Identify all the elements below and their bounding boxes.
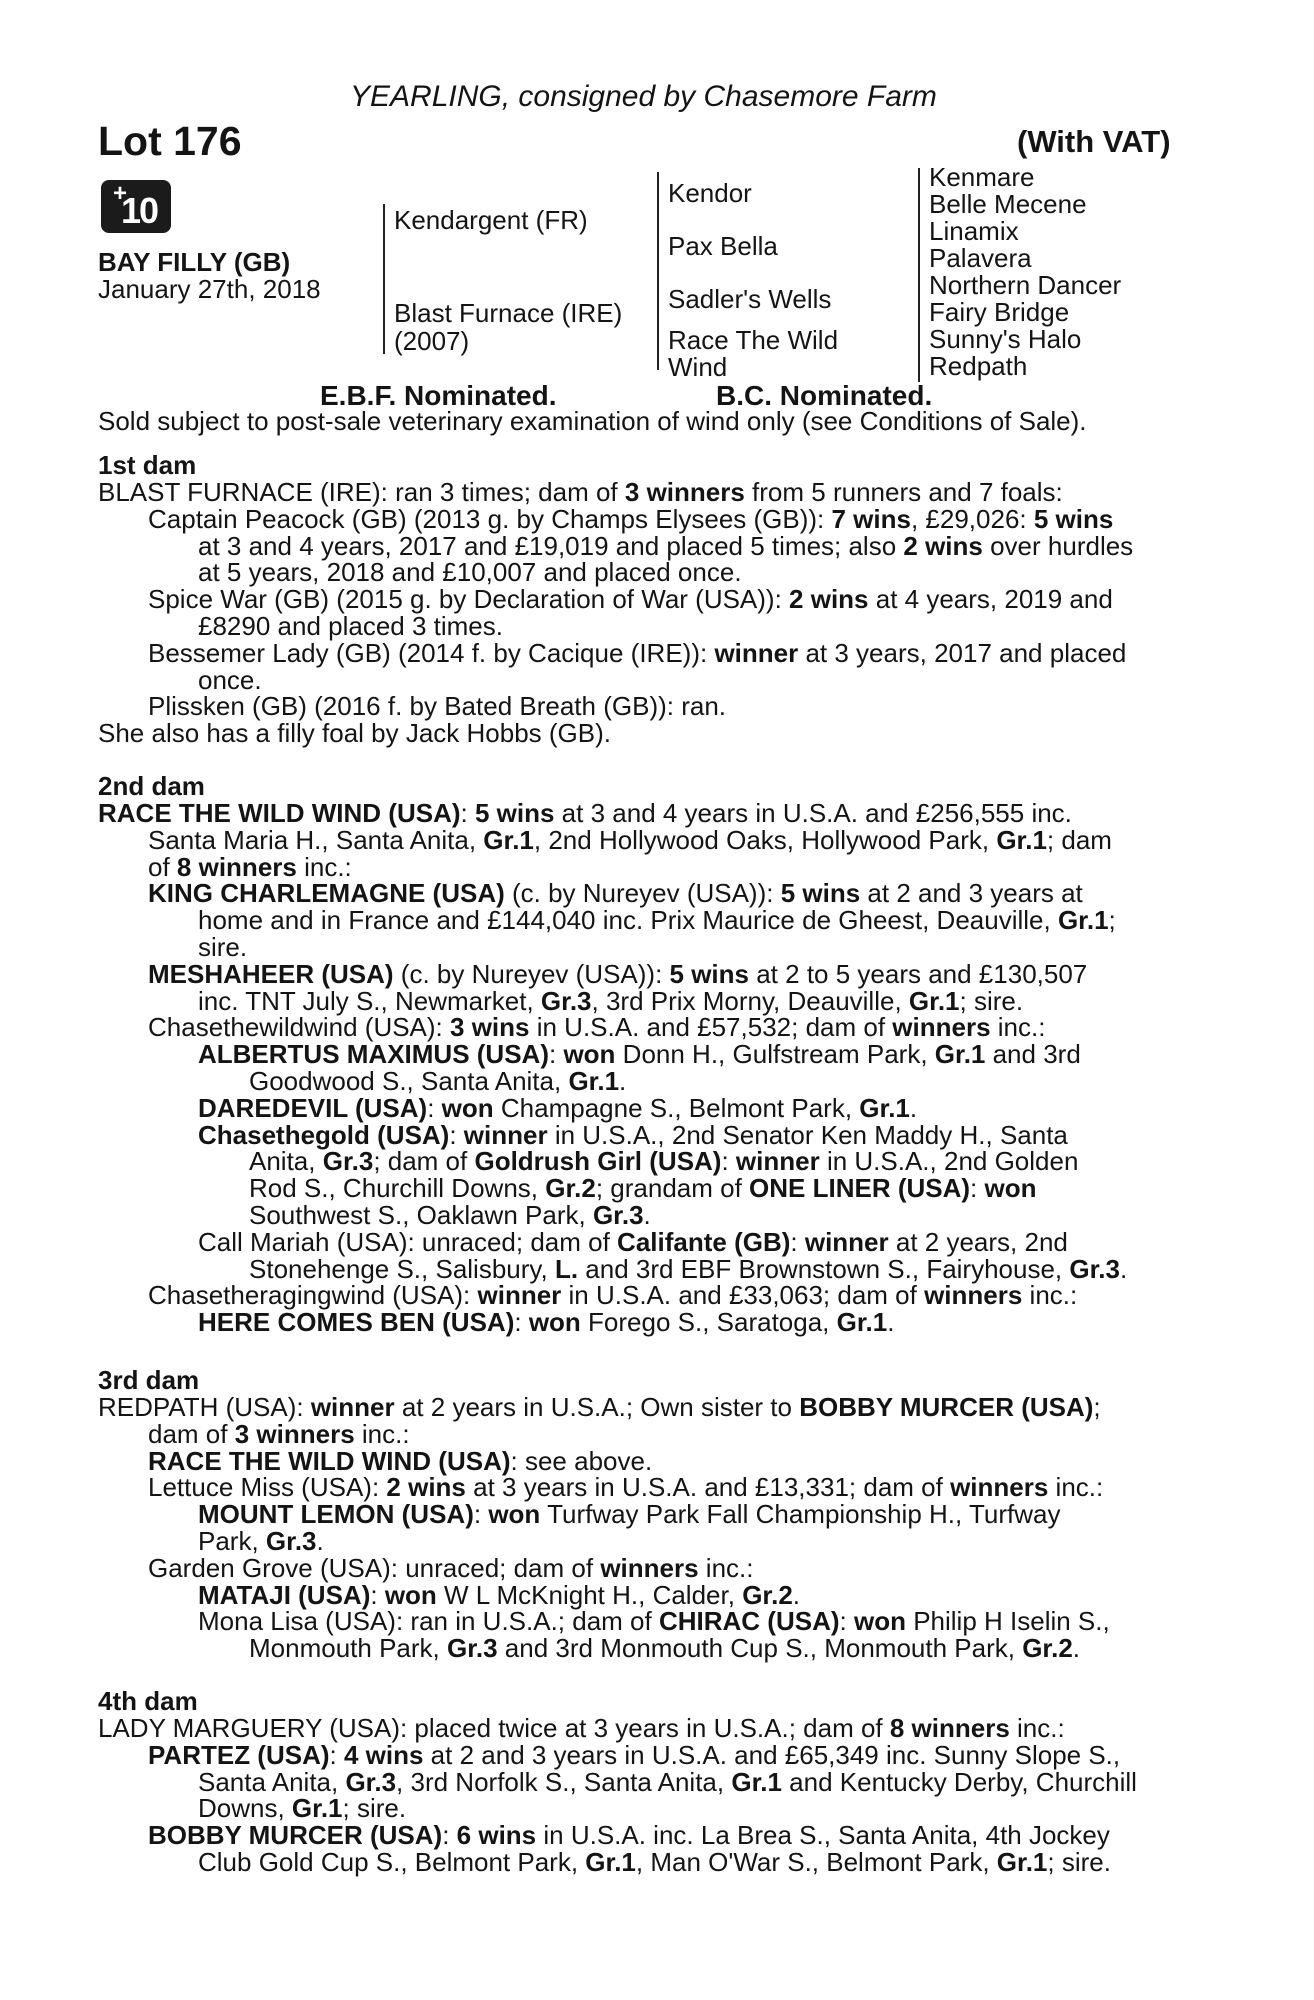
pedigree-text-line: PARTEZ (USA): 4 wins at 2 and 3 years in U.S.A. and £65,349 inc. Sunny Slope S., (148, 1739, 1121, 1770)
pedigree-gen3-item: Belle Mecene (929, 189, 1087, 219)
section-heading: 1st dam (98, 450, 197, 480)
section-heading: 2nd dam (98, 771, 205, 801)
ebf-nomination: E.B.F. Nominated. (320, 380, 557, 411)
pedigree-dam: Blast Furnace (IRE) (394, 298, 623, 328)
section-heading: 4th dam (98, 1686, 198, 1716)
pedigree-text-line: Chasethewildwind (USA): 3 wins in U.S.A. and £57,532; dam of winners inc.: (148, 1012, 1046, 1043)
pedigree-text-line: RACE THE WILD WIND (USA): 5 wins at 3 and 4 years in U.S.A. and £256,555 inc. (98, 798, 1072, 828)
pedigree-text-line: ALBERTUS MAXIMUS (USA): won Donn H., Gulfstream Park, Gr.1 and 3rd (198, 1039, 1081, 1070)
pedigree-text-line: She also has a filly foal by Jack Hobbs (GB). (98, 718, 612, 749)
pedigree-text-line: Downs, Gr.1; sire. (198, 1793, 407, 1824)
badge-plus: + (113, 180, 128, 207)
pedigree-text-line: Chasetheragingwind (USA): winner in U.S.A. and £33,063; dam of winners inc.: (148, 1280, 1078, 1311)
pedigree-text-line: Bessemer Lady (GB) (2014 f. by Cacique (IRE)): winner at 3 years, 2017 and placed (148, 637, 1127, 668)
bc-nomination: B.C. Nominated. (716, 380, 933, 411)
pedigree-text-line: RACE THE WILD WIND (USA): see above. (148, 1445, 653, 1476)
pedigree-text-line: MATAJI (USA): won W L McKnight H., Calder, Gr.2. (198, 1579, 801, 1610)
pedigree-text-line: Anita, Gr.3; dam of Goldrush Girl (USA): winner in U.S.A., 2nd Golden (249, 1146, 1079, 1177)
pedigree-gen2-item: Kendor (668, 178, 752, 208)
sale-conditions: Sold subject to post-sale veterinary examination of wind only (see Conditions of Sale). (98, 406, 1087, 436)
pedigree-text-line: once. (198, 664, 262, 695)
pedigree-text-line: KING CHARLEMAGNE (USA) (c. by Nureyev (USA)): 5 wins at 2 and 3 years at (148, 878, 1083, 909)
pedigree-text-line: Lettuce Miss (USA): 2 wins at 3 years in U.S.A. and £13,331; dam of winners inc.: (148, 1472, 1104, 1503)
pedigree-text-line: DAREDEVIL (USA): won Champagne S., Belmont Park, Gr.1. (198, 1092, 918, 1123)
pedigree-text-line: home and in France and £144,040 inc. Prix Maurice de Gheest, Deauville, Gr.1; (198, 905, 1116, 936)
pedigree-divider (918, 168, 920, 382)
pedigree-gen3-item: Northern Dancer (929, 270, 1122, 300)
pedigree-text-line: Park, Gr.3. (198, 1526, 324, 1556)
pedigree-text-line: MOUNT LEMON (USA): won Turfway Park Fall Championship H., Turfway (198, 1499, 1061, 1530)
pedigree-text-line: Chasethegold (USA): winner in U.S.A., 2nd Senator Ken Maddy H., Santa (198, 1119, 1068, 1150)
pedigree-text-line: dam of 3 winners inc.: (148, 1418, 410, 1449)
pedigree-text-line: at 3 and 4 years, 2017 and £19,019 and placed 5 times; also 2 wins over hurdles (198, 530, 1134, 561)
pedigree-gen2-item: Pax Bella (668, 231, 778, 261)
pedigree-text-line: MESHAHEER (USA) (c. by Nureyev (USA)): 5 wins at 2 to 5 years and £130,507 (148, 958, 1088, 989)
pedigree-text-line: Club Gold Cup S., Belmont Park, Gr.1, Man O'War S., Belmont Park, Gr.1; sire. (198, 1847, 1111, 1877)
plus10-badge-icon (101, 180, 171, 233)
pedigree-text-line: inc. TNT July S., Newmarket, Gr.3, 3rd Prix Morny, Deauville, Gr.1; sire. (198, 985, 1024, 1016)
pedigree-text-line: Santa Maria H., Santa Anita, Gr.1, 2nd Hollywood Oaks, Hollywood Park, Gr.1; dam (148, 824, 1112, 855)
horse-name: BAY FILLY (GB) (98, 247, 291, 277)
pedigree-text-line: Spice War (GB) (2015 g. by Declaration of War (USA)): 2 wins at 4 years, 2019 and (148, 584, 1113, 615)
pedigree-text-line: of 8 winners inc.: (148, 851, 352, 882)
pedigree-gen3-item: Fairy Bridge (929, 297, 1070, 327)
consignment-subtitle: YEARLING, consigned by Chasemore Farm (350, 80, 937, 113)
pedigree-dam-year: (2007) (394, 326, 470, 356)
pedigree-text-line: Plissken (GB) (2016 f. by Bated Breath (GB)): ran. (148, 691, 727, 722)
pedigree-text-line: at 5 years, 2018 and £10,007 and placed once. (198, 557, 742, 588)
pedigree-text-line: Monmouth Park, Gr.3 and 3rd Monmouth Cup S., Monmouth Park, Gr.2. (249, 1633, 1081, 1664)
pedigree-text-line: Southwest S., Oaklawn Park, Gr.3. (249, 1200, 651, 1230)
pedigree-divider (657, 172, 659, 370)
pedigree-text-line: £8290 and placed 3 times. (198, 611, 503, 641)
pedigree-text-line: Garden Grove (USA): unraced; dam of winners inc.: (148, 1552, 754, 1583)
pedigree-gen3-item: Sunny's Halo (929, 324, 1082, 354)
pedigree-sire: Kendargent (FR) (394, 205, 588, 235)
pedigree-text-line: Stonehenge S., Salisbury, L. and 3rd EBF Brownstown S., Fairyhouse, Gr.3. (249, 1253, 1128, 1284)
pedigree-text-line: HERE COMES BEN (USA): won Forego S., Saratoga, Gr.1. (198, 1307, 895, 1338)
pedigree-text-line: Goodwood S., Santa Anita, Gr.1. (249, 1066, 627, 1096)
pedigree-gen2-item: Sadler's Wells (668, 284, 832, 314)
lot-number: Lot 176 (98, 118, 242, 164)
vat-label: (With VAT) (1017, 124, 1171, 159)
pedigree-gen3-item: Palavera (929, 243, 1032, 273)
pedigree-gen3-item: Kenmare (929, 162, 1035, 192)
pedigree-text-line: Santa Anita, Gr.3, 3rd Norfolk S., Santa Anita, Gr.1 and Kentucky Derby, Churchill (198, 1766, 1137, 1797)
pedigree-text-line: REDPATH (USA): winner at 2 years in U.S.A.; Own sister to BOBBY MURCER (USA); (98, 1392, 1101, 1422)
pedigree-text-line: Mona Lisa (USA): ran in U.S.A.; dam of CHIRAC (USA): won Philip H Iselin S., (198, 1606, 1110, 1637)
pedigree-text-line: Rod S., Churchill Downs, Gr.2; grandam of ONE LINER (USA): won (249, 1173, 1037, 1204)
horse-dob: January 27th, 2018 (98, 274, 321, 304)
pedigree-text-line: BLAST FURNACE (IRE): ran 3 times; dam of 3 winners from 5 runners and 7 foals: (98, 477, 1063, 507)
pedigree-text-line: Captain Peacock (GB) (2013 g. by Champs Elysees (GB)): 7 wins, £29,026: 5 wins (148, 503, 1114, 534)
pedigree-gen3-item: Linamix (929, 216, 1019, 246)
pedigree-gen3-item: Redpath (929, 351, 1028, 381)
pedigree-text-line: BOBBY MURCER (USA): 6 wins in U.S.A. inc. La Brea S., Santa Anita, 4th Jockey (148, 1820, 1110, 1851)
pedigree-text-line: LADY MARGUERY (USA): placed twice at 3 years in U.S.A.; dam of 8 winners inc.: (98, 1713, 1065, 1743)
section-heading: 3rd dam (98, 1365, 200, 1395)
pedigree-text-line: sire. (198, 932, 248, 962)
pedigree-gen2-item: Wind (668, 352, 728, 382)
pedigree-text-line: Call Mariah (USA): unraced; dam of Califante (GB): winner at 2 years, 2nd (198, 1226, 1068, 1257)
pedigree-gen2-item: Race The Wild (668, 325, 839, 355)
pedigree-divider (383, 204, 385, 354)
badge-number: 10 (121, 190, 158, 231)
